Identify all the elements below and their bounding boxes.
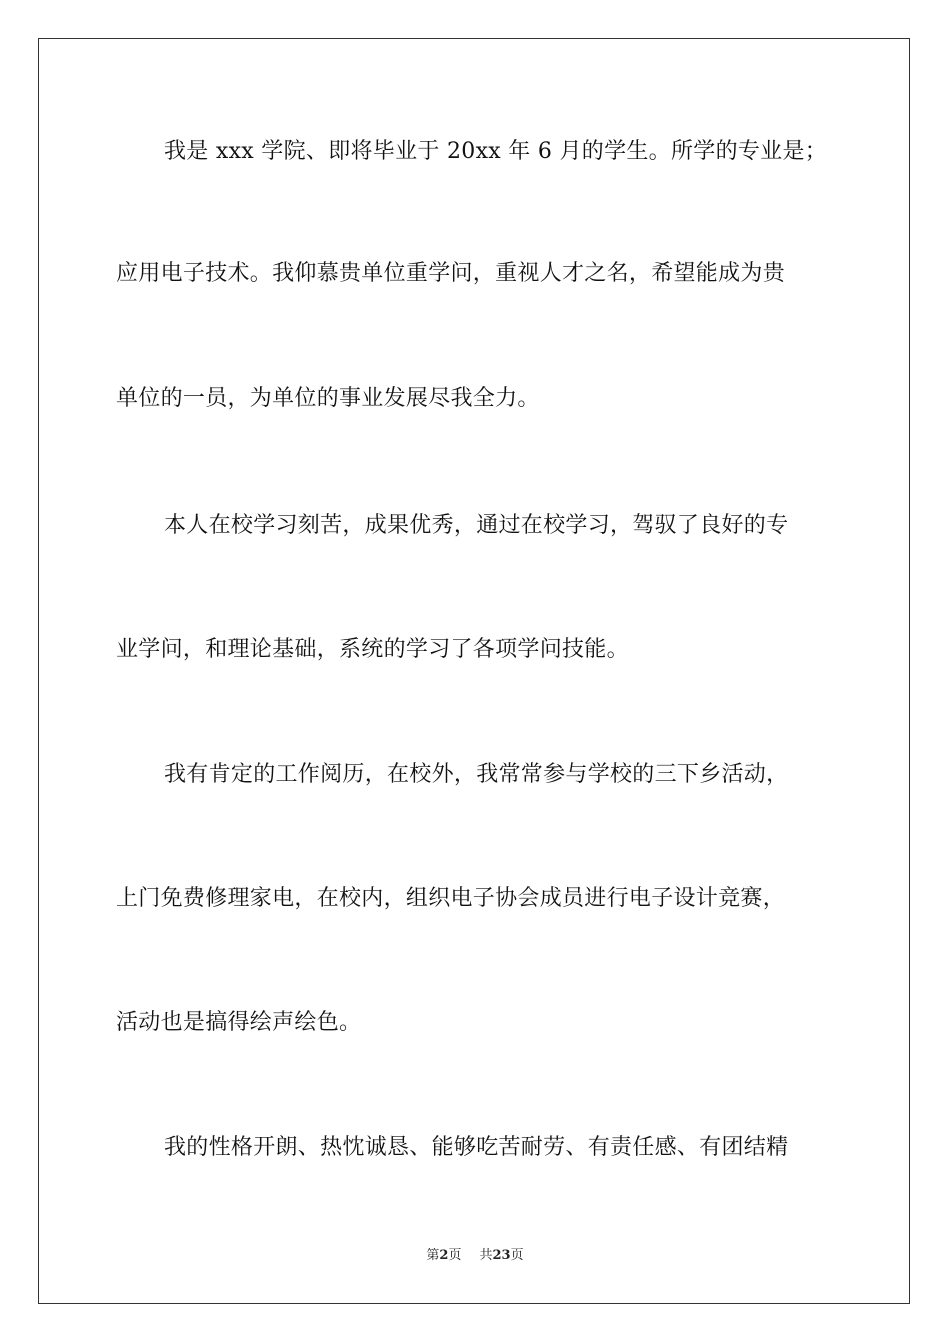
page-total: 共23页 — [479, 1248, 524, 1263]
paragraph-3-line-1: 我有肯定的工作阅历，在校外，我常常参与学校的三下乡活动， — [164, 762, 789, 787]
page-frame — [38, 38, 910, 1304]
paragraph-1-line-1: 我是 xxx 学院、即将毕业于 20xx 年 6 月的学生。所学的专业是； — [164, 139, 828, 164]
paragraph-3-line-2: 上门免费修理家电，在校内，组织电子协会成员进行电子设计竞赛， — [116, 886, 786, 911]
paragraph-1-line-2: 应用电子技术。我仰慕贵单位重学问，重视人才之名，希望能成为贵 — [116, 261, 786, 286]
page-footer — [0, 1247, 950, 1265]
page-number: 第2页 — [426, 1248, 462, 1263]
paragraph-4-line-1: 我的性格开朗、热忱诚恳、能够吃苦耐劳、有责任感、有团结精 — [164, 1135, 789, 1160]
paragraph-1-line-3: 单位的一员，为单位的事业发展尽我全力。 — [116, 386, 540, 411]
paragraph-3-line-3: 活动也是搞得绘声绘色。 — [116, 1010, 362, 1035]
paragraph-2-line-2: 业学问，和理论基础，系统的学习了各项学问技能。 — [116, 637, 629, 662]
paragraph-2-line-1: 本人在校学习刻苦，成果优秀，通过在校学习，驾驭了良好的专 — [164, 513, 789, 538]
